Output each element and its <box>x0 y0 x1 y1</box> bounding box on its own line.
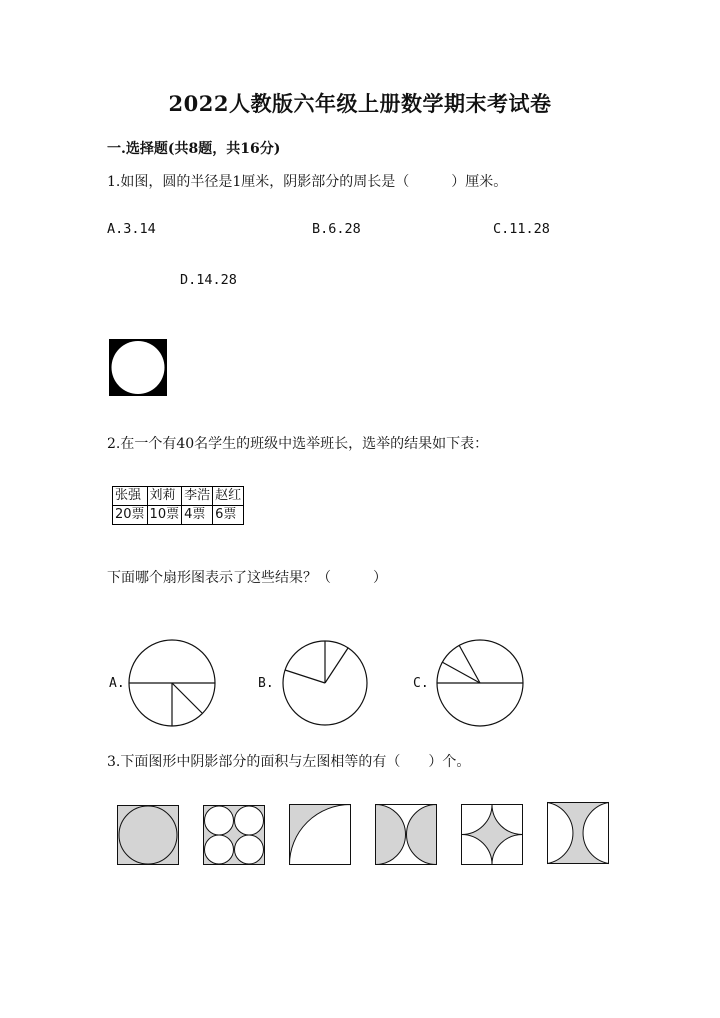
table-cell-name: 李浩 <box>182 487 213 506</box>
q1-option-a[interactable]: A.3.14 <box>107 221 156 237</box>
q3-figure-5 <box>461 804 523 865</box>
vote-table <box>112 486 244 525</box>
vote-table-names-row <box>113 487 244 506</box>
q3-figure-2 <box>203 805 265 865</box>
q3-figure-3 <box>289 804 351 865</box>
table-cell-name: 赵红 <box>213 487 244 506</box>
table-cell-votes: 4票 <box>182 506 213 525</box>
question-2-text: 2.在一个有40名学生的班级中选举班长，选举的结果如下表： <box>107 436 489 452</box>
pie-chart-c[interactable] <box>437 640 523 728</box>
question-2-prompt: 下面哪个扇形图表示了这些结果？（ ） <box>107 570 387 586</box>
table-cell-name: 张强 <box>113 487 148 506</box>
pie-chart-a[interactable] <box>128 640 218 728</box>
q1-option-c[interactable]: C.11.28 <box>493 221 550 237</box>
question-1-text: 1.如图，圆的半径是1厘米，阴影部分的周长是（ ）厘米。 <box>107 174 508 190</box>
vote-table-votes-row <box>113 506 244 525</box>
q1-inner-circle <box>112 341 165 394</box>
q1-option-d[interactable]: D.14.28 <box>180 272 237 288</box>
q1-figure-square-circle <box>109 339 167 396</box>
pie-option-a-label[interactable]: A. <box>109 676 125 691</box>
section-heading: 一.选择题(共8题，共16分) <box>107 141 281 157</box>
pie-chart-b[interactable] <box>282 640 368 728</box>
page-title: 2022人教版六年级上册数学期末考试卷 <box>168 91 552 116</box>
table-cell-votes: 6票 <box>213 506 244 525</box>
table-cell-name: 刘莉 <box>147 487 182 506</box>
question-3-text: 3.下面图形中阴影部分的面积与左图相等的有（ ）个。 <box>107 754 471 770</box>
q1-option-b[interactable]: B.6.28 <box>312 221 361 237</box>
q3-figure-1 <box>117 805 179 865</box>
q3-figure-4 <box>375 804 437 865</box>
pie-option-c-label[interactable]: C. <box>413 676 429 691</box>
table-cell-votes: 20票 <box>113 506 148 525</box>
pie-option-b-label[interactable]: B. <box>258 676 274 691</box>
q3-figure-6 <box>547 802 609 864</box>
table-cell-votes: 10票 <box>147 506 182 525</box>
